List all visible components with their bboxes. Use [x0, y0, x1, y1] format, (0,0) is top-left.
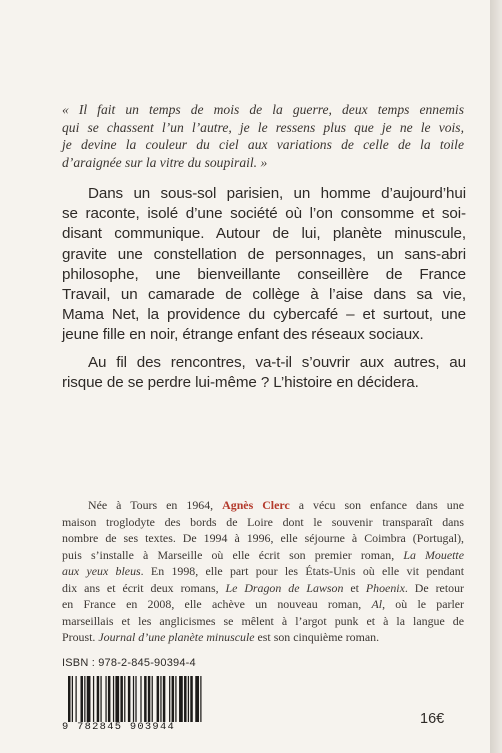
barcode-bar	[169, 676, 170, 722]
barcode-bar	[124, 676, 125, 722]
epigraph-quote	[62, 101, 464, 171]
bio-line: nombre de ses textes. De 1994 à 1996, elle séjourne à Coimbra (Portugal),	[62, 531, 464, 545]
barcode-bar	[113, 676, 114, 722]
barcode-bar	[188, 676, 189, 722]
barcode-bar	[179, 676, 183, 722]
barcode-bar	[75, 676, 76, 722]
book-title: La Mouette	[403, 547, 464, 562]
barcode-bar	[184, 676, 187, 722]
barcode-bar	[135, 676, 136, 722]
barcode-bar	[97, 676, 100, 722]
barcode-bar	[148, 676, 151, 722]
barcode-bar	[105, 676, 106, 722]
summary-line: Au fil des rencontres, va-t-il s’ouvrir aux autres, au	[88, 354, 466, 371]
author-bio	[62, 497, 464, 646]
summary-line: Travail, un camarade de collège à l’aise dans sa vie,	[62, 286, 466, 304]
barcode-bar	[195, 676, 199, 722]
bio-line: aux yeux bleus. En 1998, elle part pour les États-Unis où elle vit pendant	[62, 564, 464, 578]
isbn-number: ISBN : 978-2-845-90394-4	[62, 657, 196, 669]
summary-line: se raconte, isolé d’une société où l’on consomme et soi-	[62, 205, 466, 223]
barcode-bar	[133, 676, 134, 722]
bio-line: maison troglodyte des bords de Loire dont le souvenir transparaît dans	[62, 514, 464, 529]
book-spine-edge	[490, 0, 502, 753]
summary-line: Dans un sous-sol parisien, un homme d’aujourd’hui	[88, 185, 466, 202]
summary-line: philosophe, une bienveillante conseillère de France	[62, 265, 466, 283]
quote-line: qui se chassent l’un l’autre, je le ressens plus que je ne le vois,	[62, 119, 464, 135]
barcode-digits: 9 782845 903944	[62, 721, 176, 733]
barcode-bar	[175, 676, 176, 722]
quote-line: « Il fait un temps de mois de la guerre, deux temps ennemis	[62, 102, 464, 117]
quote-line: je devine la couleur du ciel aux variations de celle de la toile	[62, 137, 464, 153]
quote-line: d’araignée sur la vitre du soupirail. »	[62, 154, 268, 170]
barcode-bar	[157, 676, 160, 722]
barcode-bar	[93, 676, 94, 722]
book-title: Journal d’une planète minuscule	[98, 630, 255, 644]
summary-line: disant communique. Autour de lui, planète minuscule,	[62, 225, 466, 243]
barcode-bar	[108, 676, 111, 722]
barcode-bar	[152, 676, 153, 722]
bio-line: Née à Tours en 1964, Agnès Clerc a vécu son enfance dans une	[88, 498, 464, 512]
summary-line: jeune fille en noir, étrange enfant des réseaux sociaux.	[62, 326, 424, 344]
barcode-bar	[190, 676, 193, 722]
barcode-bar	[200, 676, 201, 722]
barcode-bar	[68, 676, 71, 722]
summary-paragraph-1	[62, 184, 466, 346]
barcode	[62, 676, 204, 738]
book-title: aux yeux bleus	[62, 564, 141, 578]
bio-line: marseillais et les anglicismes se mêlent à l’argot punk et à la langue de	[62, 613, 464, 628]
book-title: Le Dragon de Lawson	[225, 580, 344, 595]
book-title: Al	[371, 597, 383, 611]
author-name: Agnès Clerc	[222, 498, 290, 512]
barcode-bar	[80, 676, 83, 722]
barcode-bars	[68, 676, 204, 722]
bio-line: dix ans et écrit deux romans, Le Dragon de Lawson et Phoenix. De retour	[62, 580, 464, 595]
summary-line: gravite une constellation de personnages, un sans-abri	[62, 245, 466, 263]
bio-line: puis s’installe à Marseille où elle écrit son premier roman, La Mouette	[62, 547, 464, 562]
price: 16€	[420, 711, 445, 727]
book-title: Phoenix	[365, 580, 405, 595]
barcode-bar	[84, 676, 85, 722]
barcode-bar	[72, 676, 73, 722]
barcode-bar	[160, 676, 161, 722]
summary-line: Mama Net, la providence du cybercafé – et surtout, une	[62, 306, 466, 324]
barcode-bar	[172, 676, 175, 722]
barcode-bar	[140, 676, 141, 722]
bio-line: en France en 2008, elle achève un nouveau roman, Al, où le parler	[62, 597, 464, 611]
barcode-bar	[87, 676, 91, 722]
bio-line: Proust. Journal d’une planète minuscule est son cinquième roman.	[62, 630, 380, 644]
summary-line: risque de se perdre lui-même ? L’histoire en décidera.	[62, 374, 419, 392]
barcode-bar	[163, 676, 166, 722]
barcode-bar	[144, 676, 147, 722]
barcode-bar	[128, 676, 131, 722]
barcode-bar	[115, 676, 119, 722]
barcode-bar	[100, 676, 101, 722]
barcode-bar	[120, 676, 123, 722]
summary-paragraph-2	[62, 353, 466, 393]
